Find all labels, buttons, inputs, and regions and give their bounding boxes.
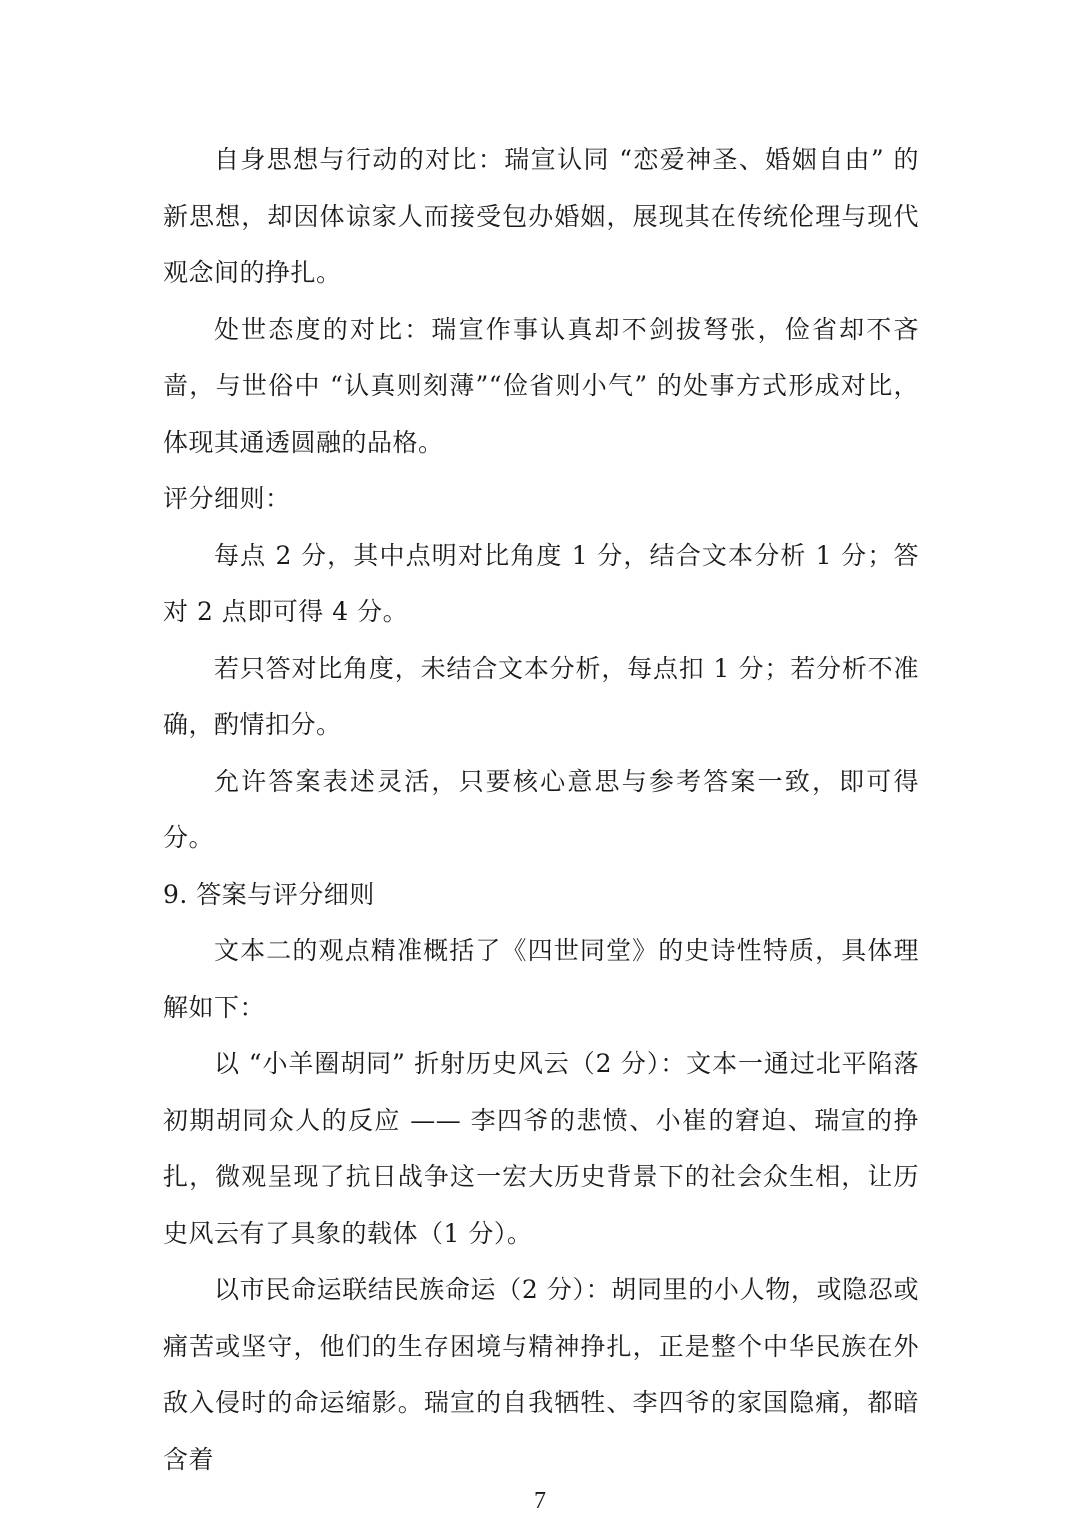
page-content xyxy=(163,132,919,1488)
heading-question-9: 9. 答案与评分细则 xyxy=(163,879,375,909)
page-number: 7 xyxy=(534,1488,546,1514)
paragraph-scoring-points: 每点 2 分，其中点明对比角度 1 分，结合文本分析 1 分；答对 2 点即可得 4 分。 xyxy=(163,540,919,626)
paragraph-scoring-flexibility: 允许答案表述灵活，只要核心意思与参考答案一致，即可得分。 xyxy=(163,766,919,852)
paragraph-contrast-attitude: 处世态度的对比：瑞宣作事认真却不剑拔弩张，俭省却不吝啬，与世俗中 “认真则刻薄”“俭省则小气” 的处事方式形成对比，体现其通透圆融的品格。 xyxy=(163,314,919,457)
paragraph-contrast-thought-action: 自身思想与行动的对比：瑞宣认同 “恋爱神圣、婚姻自由” 的新思想，却因体谅家人而接受包办婚姻，展现其在传统伦理与现代观念间的挣扎。 xyxy=(163,145,919,287)
heading-scoring-rules: 评分细则： xyxy=(163,484,291,513)
paragraph-scoring-deduction: 若只答对比角度，未结合文本分析，每点扣 1 分；若分析不准确，酌情扣分。 xyxy=(163,653,919,739)
paragraph-text-two-viewpoint: 文本二的观点精准概括了《四世同堂》的史诗性特质，具体理解如下： xyxy=(163,936,919,1022)
paragraph-hutong-history: 以 “小羊圈胡同” 折射历史风云（2 分）：文本一通过北平陷落初期胡同众人的反应 —— 李四爷的悲愤、小崔的窘迫、瑞宣的挣扎，微观呈现了抗日战争这一宏大历史背景下的社会众生相，让历史风云有了具象的载体（1 分）。 xyxy=(163,1049,919,1248)
paragraph-citizen-nation-fate: 以市民命运联结民族命运（2 分）：胡同里的小人物，或隐忍或痛苦或坚守，他们的生存困境与精神挣扎，正是整个中华民族在外敌入侵时的命运缩影。瑞宣的自我牺牲、李四爷的家国隐痛，都暗含着 xyxy=(163,1275,919,1474)
